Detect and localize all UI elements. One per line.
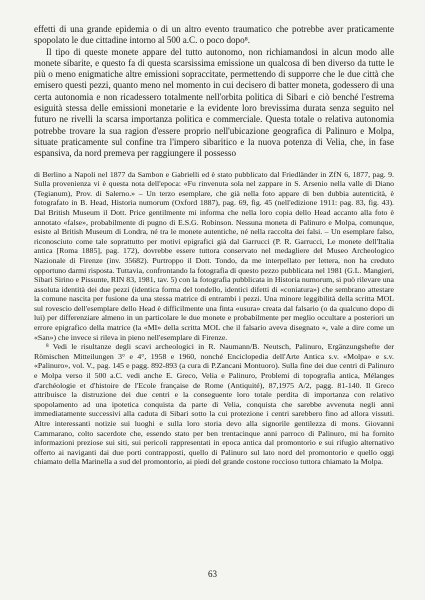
footnote-8: ⁸ Vedi le risultanze degli scavi archeologici in R. Naumann/B. Neutsch, Palinuro, Ergänzungshefte der Römischen Mitteilungen 3° e 4°, 1958 e 1960, nonché Enciclopedia dell'Arte Antica s.v. «Molpa» e s.v. «Palinuro», vol. V., pag. 145 e pagg. 892-893 (a cura di P.Zancani Montuoro). Sulla fine dei due centri di Palinuro e Molpa verso il 500 a.C. vedi anche E. Greco, Velia e Palinuro, Problemi di topografia antica, Mélanges d'archéologie et d'histoire de l'Ecole française de Rome (Antiquité), 87,1975 A/2, pagg. 81-140. Il Greco attribuisce la distruzione dei due centri e la conseguente loro totale perdita di importanza con relativo spopolamento ad una ipotetica conquista da parte di Velia, conquista che sarebbe avvenuta negli anni immediatamente successivi alla caduta di Sibari sotto la cui protezione i centri sarebbero fino ad allora vissuti. Altre interessanti notizie sui luoghi e sulla loro storia devo alla signorile gentilezza di mons. Giovanni Cammarano, colto sacerdote che, essendo stato per ben trentacinque anni parroco di Palinuro, mi ha fornito informazioni preziose sui siti, sui pericoli rappresentati in epoca antica dal promontorio e sui rifugio alternativo offerto ai naviganti dai due porti contrapposti, quello di Palinuro sul lato nord del promontorio e quello oggi chiamato della Marinella a sud del promontorio, ai piedi del grande costone roccioso tuttora chiamato la Molpa. [34,342,394,467]
main-text [34,24,394,160]
footnote-separator [34,160,394,170]
main-paragraph-1: effetti di una grande epidemia o di un altro evento traumatico che potrebbe aver praticamente spopolato le due cittadine intorno al 500 a.C. o poco dopo⁸. [34,24,394,46]
footnote-continuation: di Berlino a Napoli nel 1877 da Sambon e Gabrielli ed è stato pubblicato dal Friedländer in ZfN 6, 1877, pag. 9. Sulla provenienza vi è questa nota dell'epoca: «Fu rinvenuta sola nel zappare in S. Arsenio nella valle di Diano (Tegianum), Prov. di Salerno.» – Un terzo esemplare, che già nella foto appare di ben dubbia autenticità, è fotografato in B. Head, Historia numorum (Oxford 1887), pag. 69, fig. 45 (nell'edizione 1911: pag. 83, fig. 43). Dal British Museum il Dott. Price gentilmente mi informa che nella loro copia dello Head accanto alla foto è annotato «false», probabilmente di pugno di E.S.G. Robinson. Nessuna moneta di Palinuro e Molpa, comunque, esiste al British Museum di Londra, né tra le monete autentiche, né nella raccolta dei falsi. – Un esemplare falso, riconosciuto come tale soprattutto per motivi epigrafici già dal Garrucci (P. R. Garrucci, Le monete dell'Italia antica [Roma 1885], pag. 172), dovrebbe essere tuttora conservato nel medagliere del Museo Archeologico Nazionale di Firenze (inv. 35682). Purtroppo il Dott. Tondo, da me interpellato per lettera, non ha creduto opportuno darmi risposta. Tuttavia, confrontando la fotografia di questo pezzo pubblicata nel 1981 (G.L. Mangieri, Sibari Sirino e Pissunte, RIN 83, 1981, tav. 5) con la fotografia pubblicata in Historia numorum, si può rilevare una assoluta identità dei due pezzi (identica forma del tondello, identici difetti di «coniatura») che sembrano attestare la comune nascita per fusione da una stessa matrice di entrambi i pezzi. Una minore leggibilità della scritta MOL sul rovescio dell'esemplare dello Head è difficilmente una finta «usura» creata dal falsario (o da qualcuno dopo di lui) per differenziare almeno in un particolare le due monete e probabilmente per meglio occultare a posteriori un errore epigrafico della matrice (la «ΜΙ» della scritta MOL che il falsario aveva disegnato «, vale a dire come un «San») che invece si rileva in pieno nell'esemplare di Firenze. [34,169,394,342]
main-paragraph-2: Il tipo di queste monete appare del tutto autonomo, non richiamandosi in alcun modo alle monete sibarite, e questo fa di questa scarsissima emissione un qualcosa di ben diverso da tutte le più o meno enigmatiche altre emissioni sopraccitate, permettendo di supporre che le due città che emisero questi pezzi, quanto meno nel momento in cui decisero di batter moneta, godessero di una certa autonomia e non ricadessero totalmente nell'orbita politica di Sibari e ciò benché l'estrema esiguità stessa delle emissioni monetarie e la evidente loro brevissima durata senza seguito nel futuro ne rivelli la scarsa importanza politica e commerciale. Questa totale o relativa autonomia potrebbe trovare la sua ragion d'essere proprio nell'ubicazione geografica di Palinuro e Molpa, situate praticamente sul confine tra l'impero sibaritico e la nuova potenza di Velia, che, in fase espansiva, da nord premeva per raggiungere il possesso [34,46,394,159]
footnotes [34,170,394,467]
page-number: 63 [208,569,217,579]
page-content [34,24,394,467]
